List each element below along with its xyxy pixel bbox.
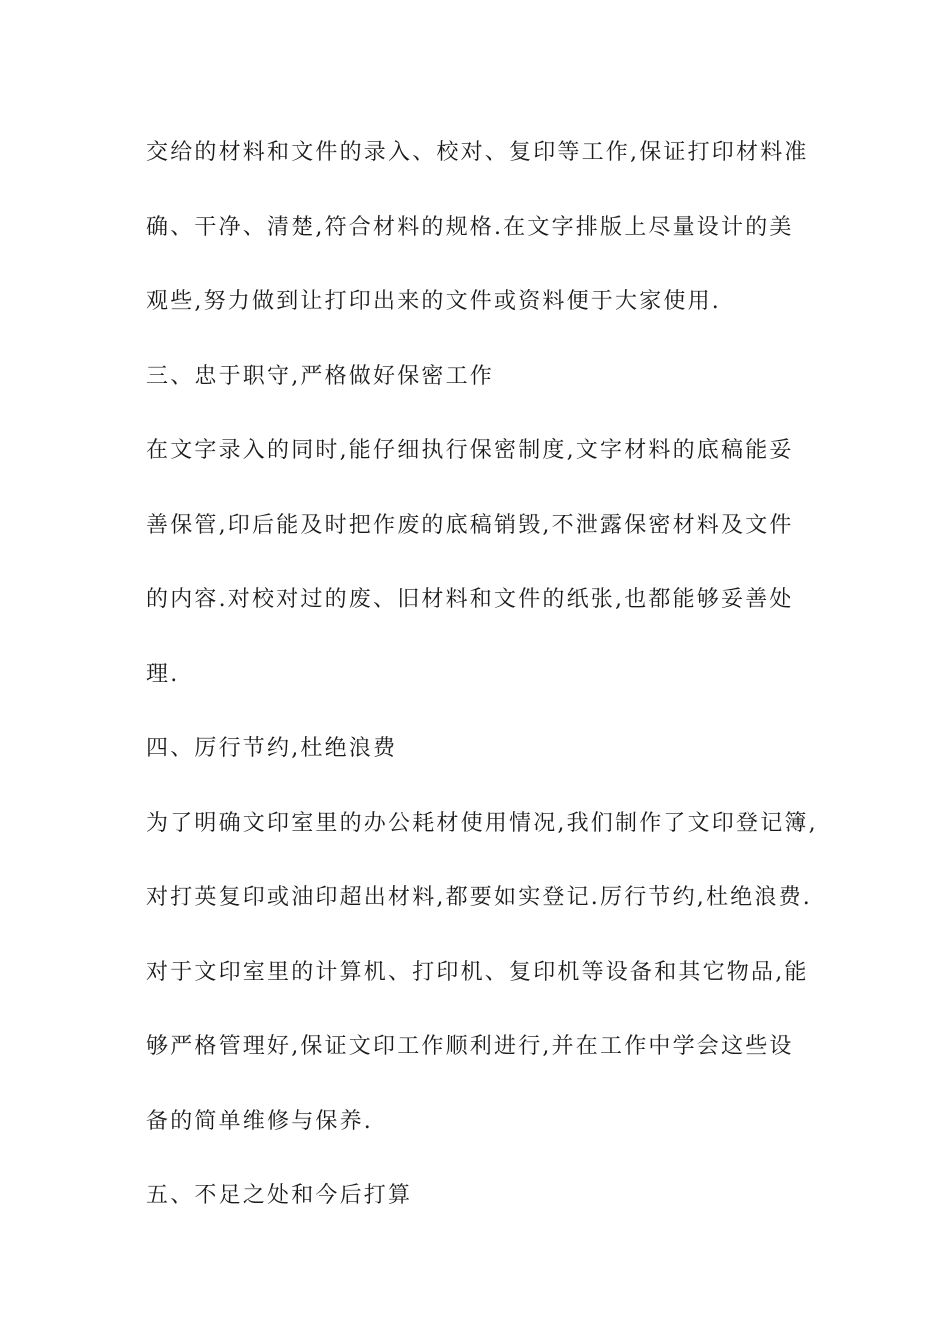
paragraph-line: 的内容.对校对过的废、旧材料和文件的纸张,也都能够妥善处 bbox=[146, 587, 794, 612]
paragraph-line: 对打英复印或油印超出材料,都要如实登记.厉行节约,杜绝浪费. bbox=[146, 885, 812, 910]
paragraph-line: 观些,努力做到让打印出来的文件或资料便于大家使用. bbox=[146, 289, 721, 314]
document-body bbox=[146, 134, 836, 1252]
paragraph-line: 确、干净、清楚,符合材料的规格.在文字排版上尽量设计的美 bbox=[146, 214, 794, 240]
section-heading: 四、厉行节约,杜绝浪费 bbox=[146, 736, 398, 761]
paragraph-line: 交给的材料和文件的录入、校对、复印等工作,保证打印材料准 bbox=[146, 140, 809, 165]
paragraph-line: 在文字录入的同时,能仔细执行保密制度,文字材料的底稿能妥 bbox=[146, 438, 794, 463]
section-heading: 三、忠于职守,严格做好保密工作 bbox=[146, 363, 494, 389]
paragraph-line: 对于文印室里的计算机、打印机、复印机等设备和其它物品,能 bbox=[146, 959, 809, 985]
paragraph-line: 为了明确文印室里的办公耗材使用情况,我们制作了文印登记簿, bbox=[146, 810, 818, 836]
paragraph-line: 善保管,印后能及时把作废的底稿销毁,不泄露保密材料及文件 bbox=[146, 512, 794, 538]
paragraph-line: 够严格管理好,保证文印工作顺利进行,并在工作中学会这些设 bbox=[146, 1034, 794, 1059]
section-heading: 五、不足之处和今后打算 bbox=[146, 1183, 413, 1208]
paragraph-line: 理. bbox=[146, 661, 180, 687]
paragraph-line: 备的简单维修与保养. bbox=[146, 1108, 373, 1134]
